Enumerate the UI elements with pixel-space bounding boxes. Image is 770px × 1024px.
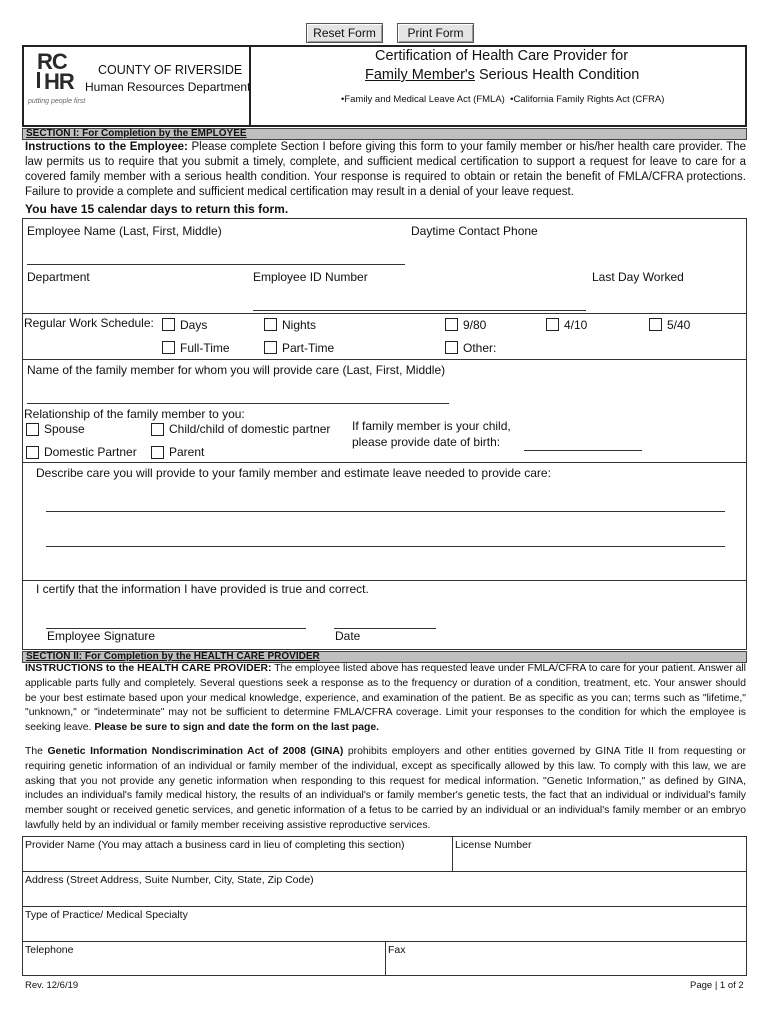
domestic-partner-label: Domestic Partner — [44, 445, 137, 459]
family-member-label: Name of the family member for whom you will provide care (Last, First, Middle) — [27, 363, 446, 377]
work-schedule-label: Regular Work Schedule: — [24, 316, 154, 330]
certify-statement: I certify that the information I have provided is true and correct. — [36, 582, 369, 596]
provider-name-label: Provider Name (You may attach a business card in lieu of completing this section) — [25, 839, 405, 851]
describe-care-line-1[interactable] — [46, 511, 725, 512]
divider — [22, 313, 747, 314]
department-label: Department — [27, 270, 90, 284]
acts-list: •Family and Medical Leave Act (FMLA) •California Family Rights Act (CFRA) — [341, 94, 665, 105]
parent-checkbox[interactable] — [151, 446, 164, 459]
nights-label: Nights — [282, 318, 317, 332]
address-label: Address (Street Address, Suite Number, City, State, Zip Code) — [25, 874, 314, 886]
other-checkbox[interactable] — [445, 341, 458, 354]
divider — [22, 580, 747, 581]
fax-label: Fax — [388, 944, 406, 956]
schedule-540-checkbox[interactable] — [649, 318, 662, 331]
form-title-line1: Certification of Health Care Provider for — [375, 48, 629, 64]
date-label: Date — [335, 629, 361, 643]
parttime-label: Part-Time — [282, 341, 335, 355]
provider-instructions: INSTRUCTIONS to the HEALTH CARE PROVIDER: The employee listed above has requested leave under FMLA/CFRA to care for your patient. Answer all applicable parts fully and completely. Several questions seek a response as to the frequency or duration of a condition, treatment, etc. Your answer should be your best estimate based upon your medical knowledge, experience, and examination of the patient. Be as specific as you can; terms such as "lifetime," "unknown," or "indeterminate" may not be sufficient to determine FMLA/CFRA coverage. Limit your responses to the condition for which the employee is seeking leave. Please be sure to sign and date the form on the last page. — [25, 663, 746, 734]
spouse-checkbox[interactable] — [26, 423, 39, 436]
form-title-line2: Family Member's Serious Health Condition — [365, 67, 640, 83]
last-day-worked-label: Last Day Worked — [592, 270, 684, 284]
child-dob-label-2: please provide date of birth: — [352, 435, 501, 449]
spouse-label: Spouse — [44, 422, 85, 436]
child-label: Child/child of domestic partner — [169, 422, 331, 436]
relationship-label: Relationship of the family member to you: — [24, 407, 245, 421]
schedule-540-label: 5/40 — [667, 318, 691, 332]
days-checkbox[interactable] — [162, 318, 175, 331]
telephone-label: Telephone — [25, 944, 74, 956]
divider — [22, 462, 747, 463]
other-label: Other: — [463, 341, 497, 355]
employee-name-field[interactable] — [27, 264, 405, 265]
logo-tagline: putting people first — [28, 98, 86, 105]
schedule-980-checkbox[interactable] — [445, 318, 458, 331]
describe-care-line-2[interactable] — [46, 546, 725, 547]
department-name: Human Resources Department — [85, 80, 251, 94]
print-form-button[interactable]: Print Form — [397, 23, 474, 43]
practice-label: Type of Practice/ Medical Specialty — [25, 909, 188, 921]
divider — [22, 359, 747, 360]
describe-care-label: Describe care you will provide to your family member and estimate leave needed to provide care: — [36, 466, 551, 480]
employee-instructions: Instructions to the Employee: Please complete Section I before giving this form to your family member or his/her health care provider. The law permits us to require that you submit a timely, complete, and sufficient medical certification to support a request for leave to care for a covered family member with a serious health condition. Your response is required to obtain or retain the benefit of FMLA/CFRA protections. Failure to provide a complete and sufficient medical certification may result in a denial of your leave request. — [25, 141, 746, 198]
schedule-980-label: 9/80 — [463, 318, 487, 332]
child-dob-label-1: If family member is your child, — [352, 419, 511, 433]
child-dob-field[interactable] — [524, 450, 642, 451]
employee-name-label: Employee Name (Last, First, Middle) — [27, 224, 222, 238]
days-label: Days — [180, 318, 208, 332]
schedule-410-label: 4/10 — [564, 318, 588, 332]
parent-label: Parent — [169, 445, 205, 459]
employee-signature-label: Employee Signature — [47, 629, 156, 643]
gina-notice: The Genetic Information Nondiscrimination Act of 2008 (GINA) prohibits employers and other entities governed by GINA Title II from requesting or requiring genetic information of an individual or family member of the individual, except as specifically allowed by this law. To comply with this law, we are asking that you not provide any genetic information when responding to this request for medical information. "Genetic Information," as defined by GINA, includes an individual's family medical history, the results of an individual's or family member's genetic tests, the fact that an individual or individual's family member sought or received genetic services, and genetic information of a fetus to be carried by an individual or an individual's family member or an embryo lawfully held by an individual or family member receiving assistive reproductive services. — [25, 746, 747, 831]
reset-form-button[interactable]: Reset Form — [306, 23, 383, 43]
section2-header: SECTION II: For Completion by the HEALTH CARE PROVIDER — [22, 651, 747, 663]
section1-header: SECTION I: For Completion by the EMPLOYEE — [22, 128, 747, 140]
divider — [385, 941, 386, 976]
nights-checkbox[interactable] — [264, 318, 277, 331]
employee-id-label: Employee ID Number — [253, 270, 368, 284]
daytime-phone-label: Daytime Contact Phone — [411, 224, 538, 238]
parttime-checkbox[interactable] — [264, 341, 277, 354]
county-name: COUNTY OF RIVERSIDE — [98, 63, 243, 77]
return-deadline: You have 15 calendar days to return this form. — [25, 202, 289, 216]
schedule-410-checkbox[interactable] — [546, 318, 559, 331]
revision-date: Rev. 12/6/19 — [25, 980, 79, 991]
domestic-partner-checkbox[interactable] — [26, 446, 39, 459]
fulltime-label: Full-Time — [180, 341, 230, 355]
license-number-label: License Number — [455, 839, 532, 851]
employee-id-field[interactable] — [253, 310, 586, 311]
family-member-field[interactable] — [27, 403, 449, 404]
page-number: Page | 1 of 2 — [690, 980, 744, 991]
fulltime-checkbox[interactable] — [162, 341, 175, 354]
divider — [452, 836, 453, 872]
rchr-logo: RC HR — [37, 49, 74, 94]
child-checkbox[interactable] — [151, 423, 164, 436]
